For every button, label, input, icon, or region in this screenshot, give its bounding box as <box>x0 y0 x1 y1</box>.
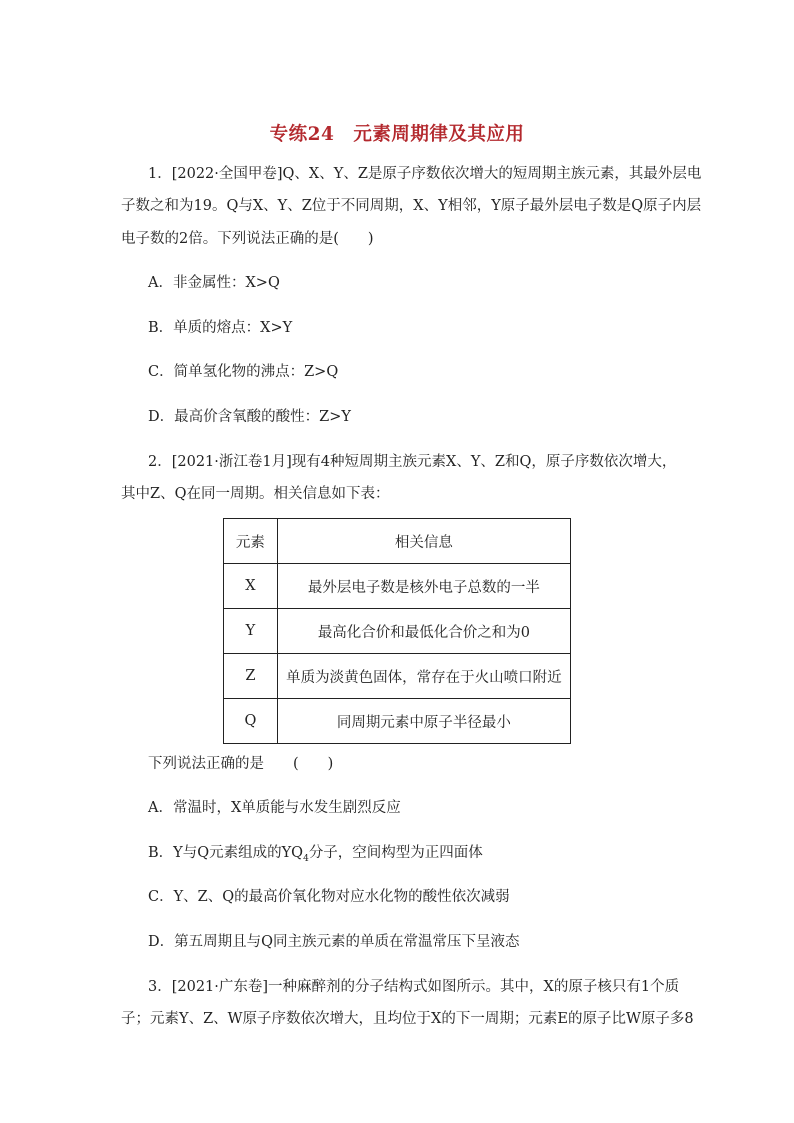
table-cell-element: X <box>224 564 278 609</box>
table-header-cell: 元素 <box>224 519 278 564</box>
element-info-table <box>223 518 571 744</box>
table-cell-element: Z <box>224 654 278 699</box>
q3-line-2: 子；元素Y、Z、W原子序数依次增大，且均位于X的下一周期；元素E的原子比W原子多8 <box>121 1011 694 1027</box>
q2-line-1: 2．[2021·浙江卷1月]现有4种短周期主族元素X、Y、Z和Q，原子序数依次增大， <box>148 454 677 470</box>
q1-option-a: A．非金属性：X>Q <box>148 275 280 291</box>
q2-option-b-subscript: 4 <box>303 853 309 864</box>
q1-option-c: C．简单氢化物的沸点：Z>Q <box>148 364 339 380</box>
table-header-cell: 相关信息 <box>277 519 570 564</box>
q2-option-b <box>148 841 483 864</box>
table-cell-element: Y <box>224 609 278 654</box>
table-row <box>224 564 571 609</box>
q2-prompt: 下列说法正确的是 ( ) <box>148 756 334 772</box>
q1-option-d: D．最高价含氧酸的酸性：Z>Y <box>148 409 351 425</box>
q2-option-b-text: B．Y与Q元素组成的YQ <box>148 845 304 861</box>
table-cell-info: 最外层电子数是核外电子总数的一半 <box>277 564 570 609</box>
table-cell-element: Q <box>224 699 278 744</box>
q2-line-2: 其中Z、Q在同一周期。相关信息如下表： <box>121 486 390 502</box>
q1-option-b: B．单质的熔点：X>Y <box>148 320 293 336</box>
q2-option-a: A．常温时，X单质能与水发生剧烈反应 <box>148 800 401 816</box>
q2-option-b-tail: 分子，空间构型为正四面体 <box>308 845 483 861</box>
table-header-row <box>224 519 571 564</box>
table-cell-info: 同周期元素中原子半径最小 <box>277 699 570 744</box>
table-row <box>224 609 571 654</box>
q2-option-d: D．第五周期且与Q同主族元素的单质在常温常压下呈液态 <box>148 934 520 950</box>
table-row <box>224 654 571 699</box>
q2-option-c: C．Y、Z、Q的最高价氧化物对应水化物的酸性依次减弱 <box>148 889 510 905</box>
table-cell-info: 单质为淡黄色固体，常存在于火山喷口附近 <box>277 654 570 699</box>
q1-line-2: 子数之和为19。Q与X、Y、Z位于不同周期，X、Y相邻，Y原子最外层电子数是Q原子内层 <box>121 198 702 214</box>
q1-line-3: 电子数的2倍。下列说法正确的是( ) <box>121 231 374 247</box>
table-cell-info: 最高化合价和最低化合价之和为0 <box>277 609 570 654</box>
table-row <box>224 699 571 744</box>
q1-line-1: 1．[2022·全国甲卷]Q、X、Y、Z是原子序数依次增大的短周期主族元素，其最外层电 <box>148 166 702 182</box>
q3-line-1: 3．[2021·广东卷]一种麻醉剂的分子结构式如图所示。其中，X的原子核只有1个质 <box>148 979 680 995</box>
page-title: 专练24 元素周期律及其应用 <box>269 124 525 145</box>
